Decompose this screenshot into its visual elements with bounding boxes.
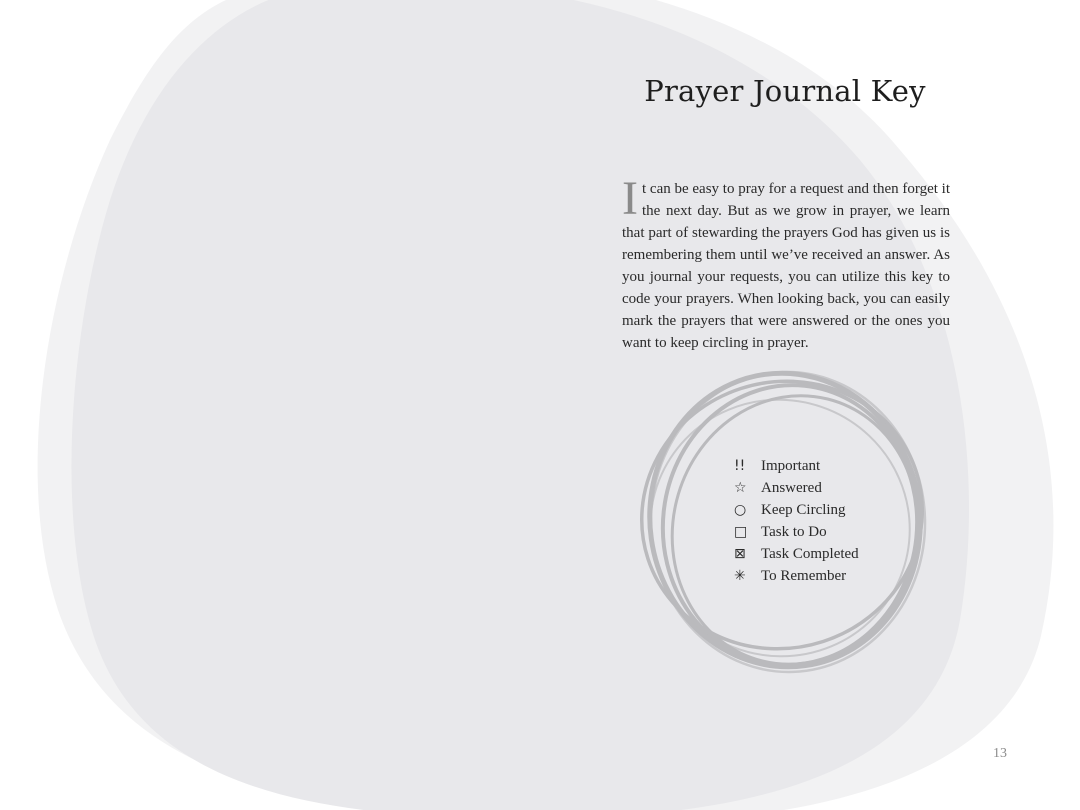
- prayer-key-list: [734, 455, 859, 587]
- checked-square-icon: ⊠: [734, 546, 746, 562]
- drop-cap: I: [622, 172, 638, 225]
- key-label: Task to Do: [761, 523, 827, 540]
- key-item-answered: [734, 477, 859, 499]
- intro-text: t can be easy to pray for a request and then forget it the next day. But as we grow in prayer, we learn that part of stewarding the prayers God has given us is remembering them until we’ve received an answer. As you journal your requests, you can utilize this key to code your prayers. When looking back, you can easily mark the prayers that were answered or the ones you want to keep circling in prayer.: [622, 181, 950, 351]
- key-item-important: [734, 455, 859, 477]
- key-item-to-remember: [734, 565, 859, 587]
- key-item-task-to-do: [734, 521, 859, 543]
- key-item-keep-circling: [734, 499, 859, 521]
- key-label: Keep Circling: [761, 501, 846, 518]
- key-label: Important: [761, 457, 821, 474]
- intro-paragraph: [622, 172, 950, 354]
- page-number: 13: [993, 746, 1007, 761]
- page-title: Prayer Journal Key: [644, 74, 926, 108]
- circle-icon: ○: [734, 502, 747, 518]
- star-icon: ☆: [734, 480, 747, 496]
- double-exclamation-icon: !!: [734, 458, 746, 474]
- asterisk-icon: ✳: [734, 568, 746, 584]
- key-label: Task Completed: [761, 545, 859, 562]
- key-label: To Remember: [761, 567, 847, 584]
- square-icon: □: [734, 524, 748, 540]
- key-item-task-completed: [734, 543, 859, 565]
- key-label: Answered: [761, 479, 822, 496]
